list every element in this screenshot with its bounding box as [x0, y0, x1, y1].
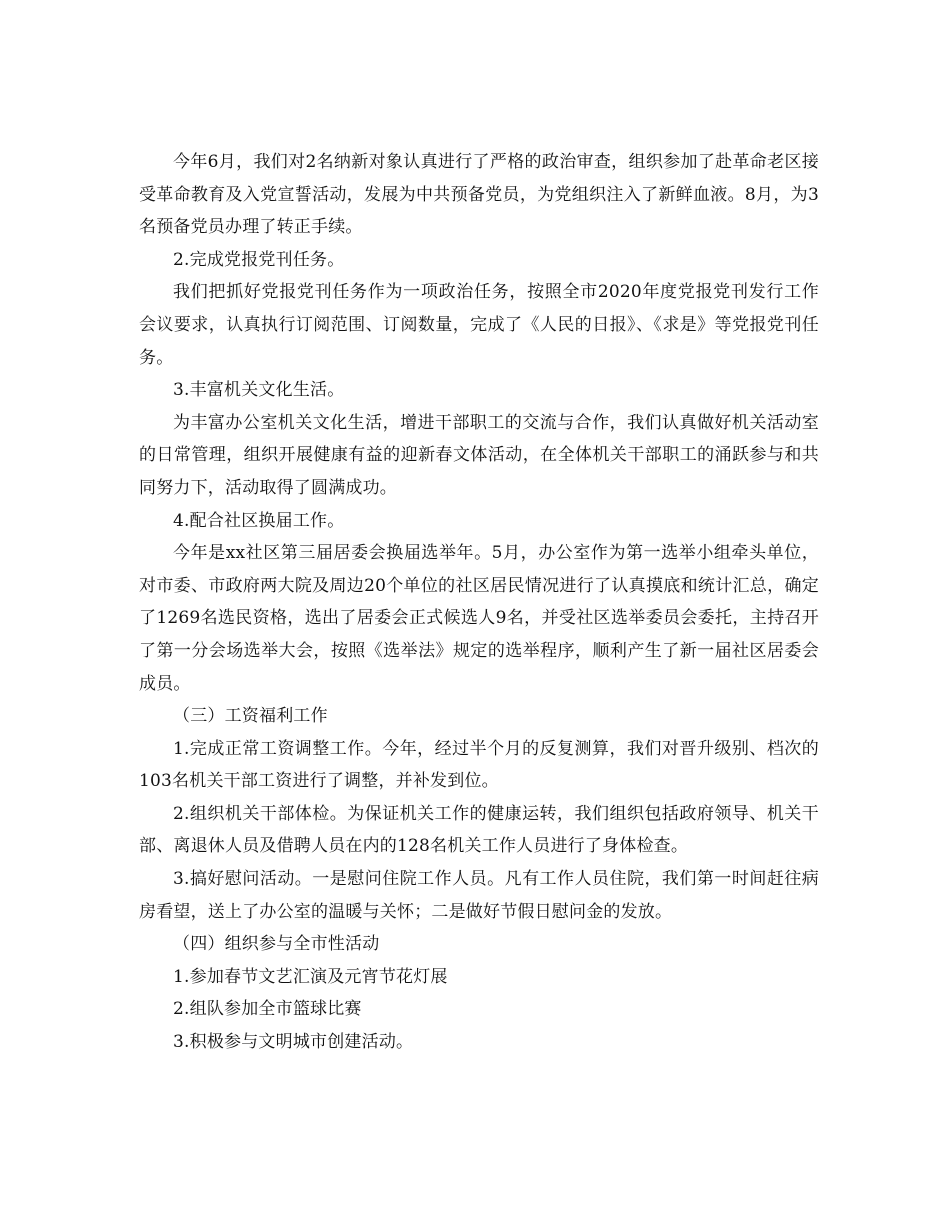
paragraph-wage-adjustment: 1.完成正常工资调整工作。今年，经过半个月的反复测算，我们对晋升级别、档次的103名机关干部工资进行了调整，并补发到位。: [139, 738, 819, 792]
item-culture-heading: 3.丰富机关文化生活。: [173, 380, 345, 401]
paragraph-condolence-visits: 3.搞好慰问活动。一是慰问住院工作人员。凡有工作人员住院，我们第一时间赶往病房看望，送上了办公室的温暖与关怀；二是做好节假日慰问金的发放。: [139, 869, 819, 922]
paragraph-community-election: 今年是xx社区第三届居委会换届选举年。5月，办公室作为第一选举小组牵头单位，对市委、市政府两大院及周边20个单位的社区居民情况进行了认真摸底和统计汇总，确定了1269名选民资格，选出了居委会正式候选人9名，并受社区选举委员会委托，主持召开了第一分会场选举大会，按照《选举法》规定的选举程序，顺利产生了新一届社区居委会成员。: [139, 543, 819, 694]
list-item-basketball: 2.组队参加全市篮球比赛: [173, 999, 362, 1020]
section-heading-wages-welfare: （三）工资福利工作: [173, 706, 328, 727]
section-heading-citywide-activities: （四）组织参与全市性活动: [173, 934, 380, 955]
paragraph-health-check: 2.组织机关干部体检。为保证机关工作的健康运转，我们组织包括政府领导、机关干部、离退休人员及借聘人员在内的128名机关工作人员进行了身体检查。: [139, 803, 819, 857]
list-item-civilized-city: 3.积极参与文明城市创建活动。: [173, 1032, 414, 1053]
item-party-newspapers-heading: 2.完成党报党刊任务。: [173, 249, 345, 270]
item-community-election-heading: 4.配合社区换届工作。: [173, 510, 345, 531]
document-body: [139, 146, 819, 1059]
paragraph-party-members: 今年6月，我们对2名纳新对象认真进行了严格的政治审查，组织参加了赴革命老区接受革命教育及入党宣誓活动，发展为中共预备党员，为党组织注入了新鲜血液。8月，为3名预备党员办理了转正手续。: [139, 152, 819, 238]
paragraph-culture: 为丰富办公室机关文化生活，增进干部职工的交流与合作，我们认真做好机关活动室的日常管理，组织开展健康有益的迎新春文体活动，在全体机关干部职工的涌跃参与和共同努力下，活动取得了圆满成功。: [139, 412, 819, 498]
paragraph-party-newspapers: 我们把抓好党报党刊任务作为一项政治任务，按照全市2020年度党报党刊发行工作会议要求，认真执行订阅范围、订阅数量，完成了《人民的日报》、《求是》等党报党刊任务。: [139, 282, 819, 368]
list-item-spring-festival: 1.参加春节文艺汇演及元宵节花灯展: [173, 966, 448, 987]
